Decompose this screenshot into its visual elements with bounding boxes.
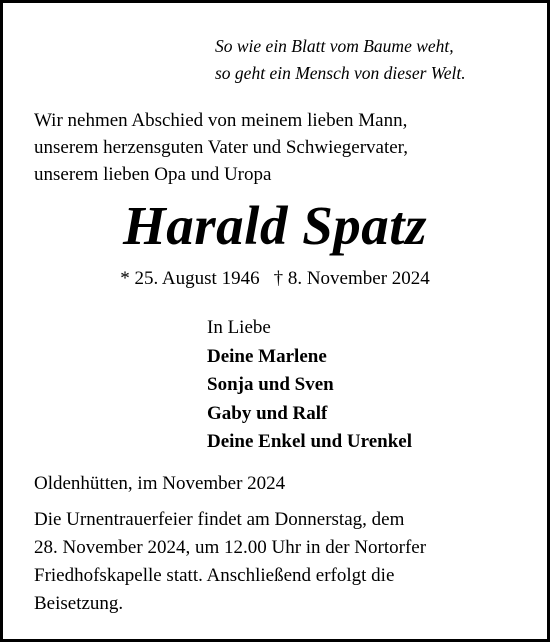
ceremony-line-3: Friedhofskapelle statt. Anschließend erfolgt die: [34, 565, 395, 586]
verse-line-1: So wie ein Blatt vom Baume weht,: [215, 36, 454, 56]
ceremony-info: [34, 506, 514, 618]
ceremony-line-2: 28. November 2024, um 12.00 Uhr in der Nortorfer: [34, 537, 427, 558]
intro-line-3: unserem lieben Opa und Uropa: [34, 164, 272, 185]
verse-line-2: so geht ein Mensch von dieser Welt.: [215, 63, 466, 83]
mourner-name: Deine Marlene: [207, 345, 327, 367]
ceremony-line-4: Beisetzung.: [34, 593, 124, 614]
mourners-list: [207, 314, 412, 457]
place-and-date: Oldenhütten, im November 2024: [34, 473, 286, 494]
verse: [215, 33, 515, 87]
deceased-name: Harald Spatz: [123, 195, 427, 256]
death-date: † 8. November 2024: [273, 268, 430, 289]
mourner-name: Sonja und Sven: [207, 374, 334, 395]
intro-line-1: Wir nehmen Abschied von meinem lieben Mann,: [34, 110, 408, 131]
mourner-name: Gaby und Ralf: [207, 402, 328, 424]
life-dates: [3, 265, 547, 292]
farewell-intro: [34, 107, 514, 188]
ceremony-line-1: Die Urnentrauerfeier findet am Donnerstag, dem: [34, 509, 405, 530]
intro-line-2: unserem herzensguten Vater und Schwiegervater,: [34, 137, 408, 158]
birth-date: * 25. August 1946: [120, 268, 260, 289]
mourners-intro: In Liebe: [207, 317, 271, 338]
mourner-name: Deine Enkel und Urenkel: [207, 431, 412, 452]
